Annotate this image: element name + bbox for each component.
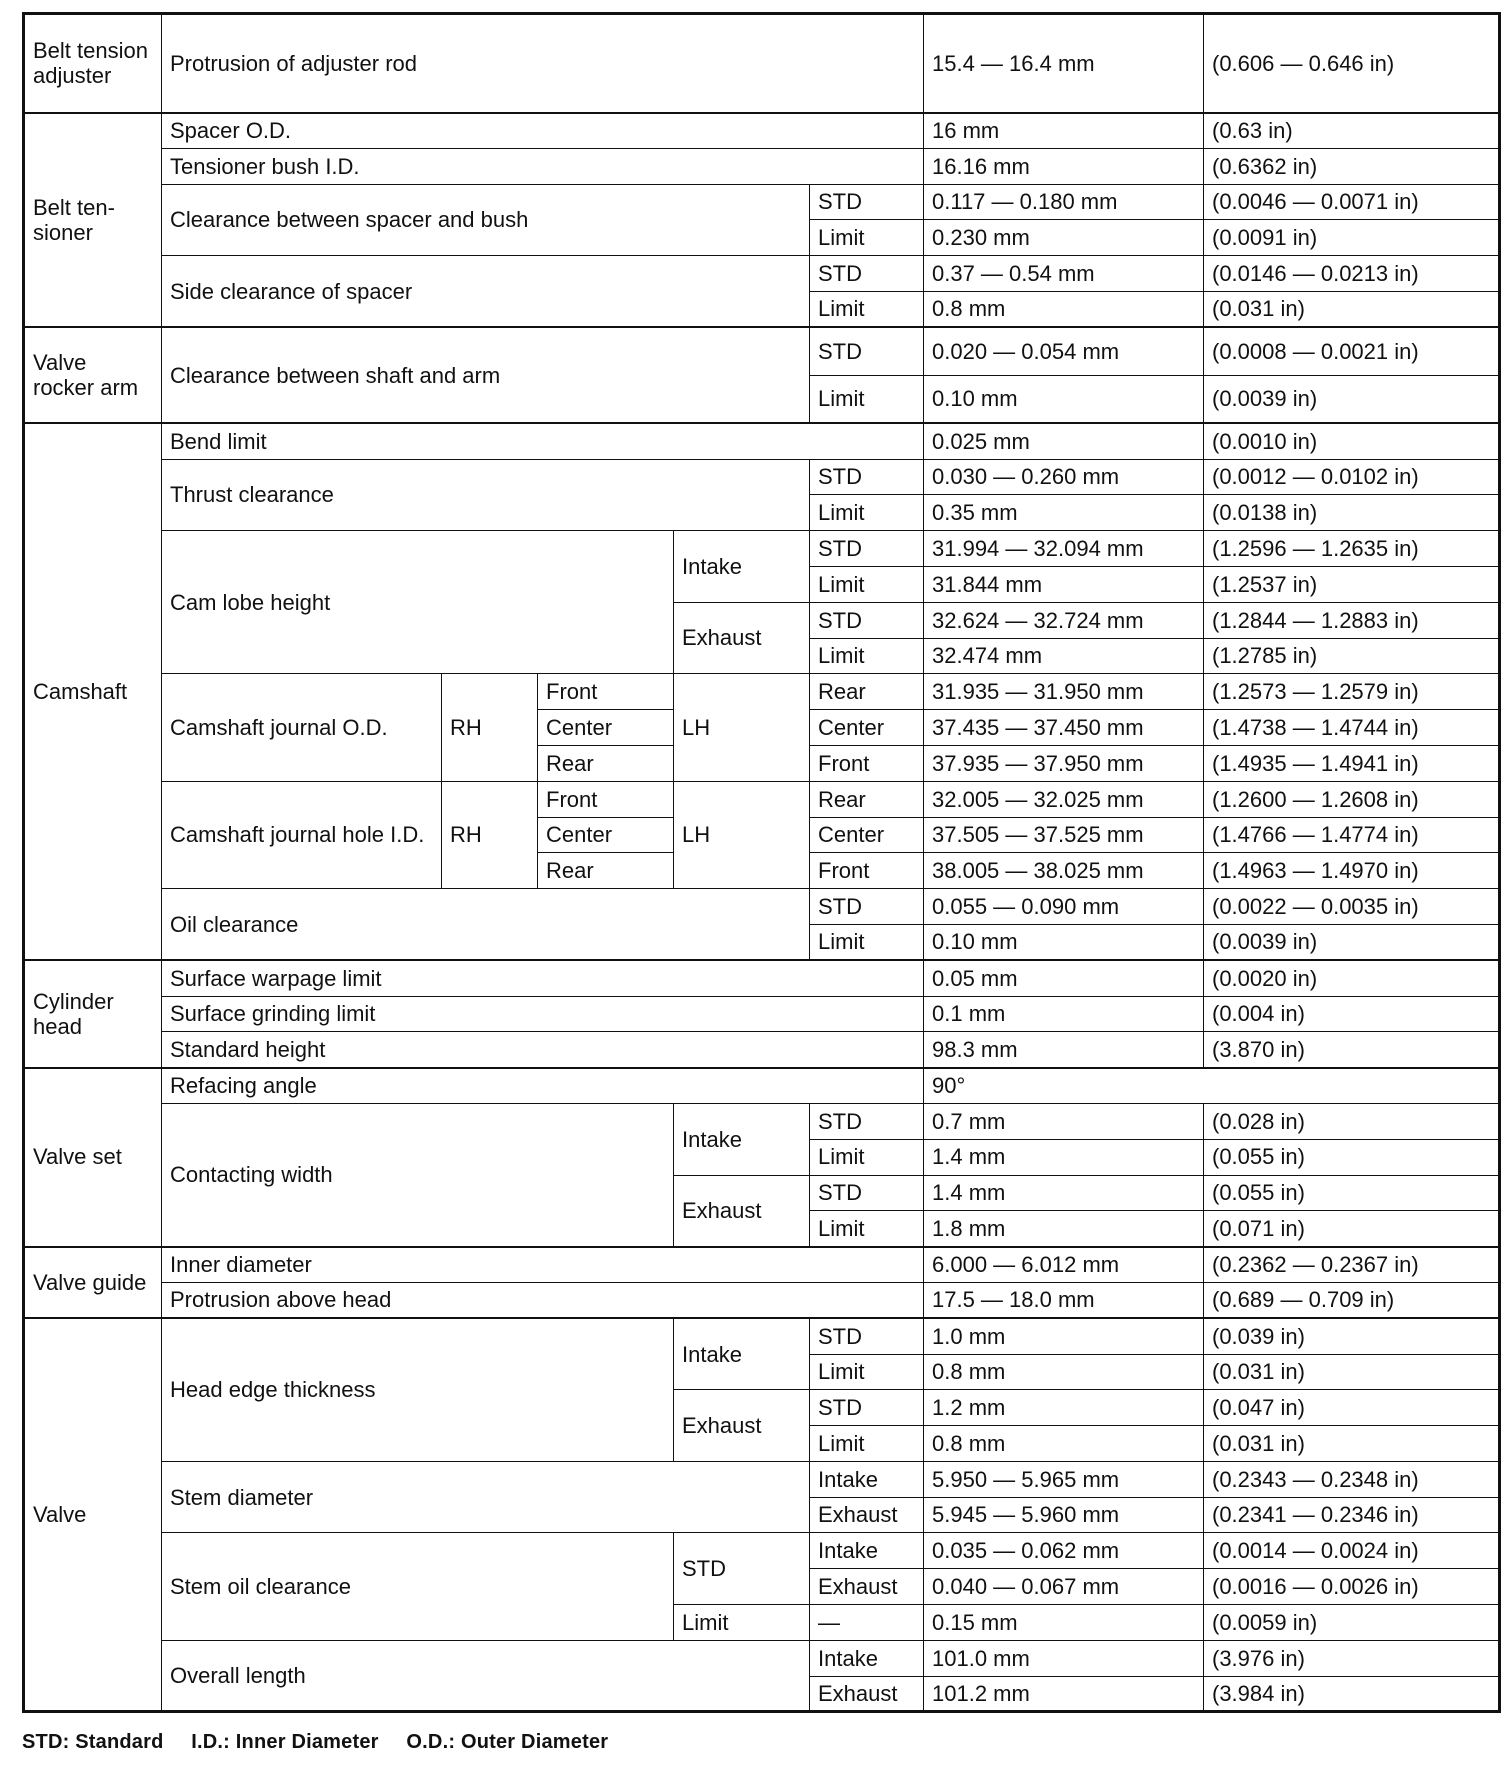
value-in: (0.0010 in) [1204,423,1500,459]
value-in: (1.2600 — 1.2608 in) [1204,781,1500,817]
value-in: (0.0014 — 0.0024 in) [1204,1533,1500,1569]
value-mm: 0.35 mm [924,495,1204,531]
value-in: (0.689 — 0.709 in) [1204,1282,1500,1318]
valve-type: Exhaust [810,1676,924,1712]
valve-type: Exhaust [674,1390,810,1462]
spec-type: STD [810,459,924,495]
value-mm: 0.7 mm [924,1103,1204,1139]
value-mm: 31.844 mm [924,566,1204,602]
table-row [24,1032,1500,1068]
spec-type: Limit [810,566,924,602]
value-in: (0.031 in) [1204,1426,1500,1462]
spec-type: STD [810,1390,924,1426]
value-in: (0.0022 — 0.0035 in) [1204,889,1500,925]
table-row [24,423,1500,459]
position-label: Center [810,817,924,853]
value-mm: 38.005 — 38.025 mm [924,853,1204,889]
valve-type: Exhaust [810,1569,924,1605]
value-mm: 1.2 mm [924,1390,1204,1426]
spec-type: Limit [810,495,924,531]
value-mm: 0.10 mm [924,375,1204,423]
value-mm: 90° [924,1068,1500,1104]
item-label: Spacer O.D. [162,113,924,149]
value-mm: 6.000 — 6.012 mm [924,1247,1204,1283]
value-in: (0.055 in) [1204,1175,1500,1211]
value-mm: 0.117 — 0.180 mm [924,184,1204,220]
position-label: Front [810,853,924,889]
item-label: Stem oil clearance [162,1533,674,1640]
group-label: Camshaft [24,423,162,960]
group-label: Valve [24,1318,162,1712]
item-label: Tensioner bush I.D. [162,148,924,184]
table-row [24,1103,1500,1139]
table-row [24,14,1500,113]
value-in: (0.0046 — 0.0071 in) [1204,184,1500,220]
valve-type: Intake [810,1640,924,1676]
value-in: (1.2537 in) [1204,566,1500,602]
item-label: Oil clearance [162,889,810,961]
position-label: Front [810,745,924,781]
valve-type: Intake [674,1318,810,1390]
value-mm: 32.005 — 32.025 mm [924,781,1204,817]
spec-type: Exhaust [810,1497,924,1533]
value-in: (0.63 in) [1204,113,1500,149]
side-label: LH [674,781,810,888]
item-label: Clearance between shaft and arm [162,327,810,423]
value-in: (0.0020 in) [1204,960,1500,996]
value-mm: 0.8 mm [924,1354,1204,1390]
value-in: (0.047 in) [1204,1390,1500,1426]
value-mm: 16 mm [924,113,1204,149]
spec-type: STD [810,1175,924,1211]
value-mm: 0.035 — 0.062 mm [924,1533,1204,1569]
position-label: Center [538,710,674,746]
item-label: Surface grinding limit [162,996,924,1032]
value-mm: 1.4 mm [924,1175,1204,1211]
position-label: Front [538,674,674,710]
value-in: (3.976 in) [1204,1640,1500,1676]
value-in: (1.2596 — 1.2635 in) [1204,531,1500,567]
value-in: (1.2785 in) [1204,638,1500,674]
value-mm: 0.025 mm [924,423,1204,459]
value-mm: 0.8 mm [924,291,1204,327]
group-label: Valve rocker arm [24,327,162,423]
value-in: (0.606 — 0.646 in) [1204,14,1500,113]
valve-type: Exhaust [674,602,810,674]
group-label: Valve set [24,1068,162,1247]
value-in: (0.039 in) [1204,1318,1500,1354]
item-label: Cam lobe height [162,531,674,674]
spec-type: STD [674,1533,810,1605]
value-in: (0.2341 — 0.2346 in) [1204,1497,1500,1533]
item-label: Refacing angle [162,1068,924,1104]
value-mm: 37.435 — 37.450 mm [924,710,1204,746]
position-label: Rear [810,674,924,710]
item-label: Protrusion of adjuster rod [162,14,924,113]
value-mm: 1.0 mm [924,1318,1204,1354]
value-mm: 101.2 mm [924,1676,1204,1712]
item-label: Camshaft journal O.D. [162,674,442,781]
table-row [24,531,1500,567]
item-label: Bend limit [162,423,924,459]
table-row [24,1461,1500,1497]
value-mm: 0.040 — 0.067 mm [924,1569,1204,1605]
spec-type: Limit [810,1211,924,1247]
spec-type: Limit [810,291,924,327]
position-label: Center [810,710,924,746]
valve-type: Intake [810,1533,924,1569]
value-mm: 0.15 mm [924,1605,1204,1641]
value-in: (0.6362 in) [1204,148,1500,184]
table-row [24,1318,1500,1354]
value-mm: 0.230 mm [924,220,1204,256]
value-mm: 0.030 — 0.260 mm [924,459,1204,495]
value-mm: 0.8 mm [924,1426,1204,1462]
valve-type: Intake [674,1103,810,1175]
item-label: Camshaft journal hole I.D. [162,781,442,888]
value-mm: 0.10 mm [924,924,1204,960]
valve-type: Intake [674,531,810,603]
value-mm: 31.994 — 32.094 mm [924,531,1204,567]
value-in: (0.2362 — 0.2367 in) [1204,1247,1500,1283]
item-label: Side clearance of spacer [162,256,810,328]
value-in: (0.2343 — 0.2348 in) [1204,1461,1500,1497]
item-label: Stem diameter [162,1461,810,1533]
table-row [24,1068,1500,1104]
value-mm: 15.4 — 16.4 mm [924,14,1204,113]
value-mm: 32.624 — 32.724 mm [924,602,1204,638]
group-label: Valve guide [24,1247,162,1319]
value-mm: 1.8 mm [924,1211,1204,1247]
value-in: (0.004 in) [1204,996,1500,1032]
value-in: (0.071 in) [1204,1211,1500,1247]
value-mm: 0.1 mm [924,996,1204,1032]
value-in: (1.4766 — 1.4774 in) [1204,817,1500,853]
spec-type: Limit [810,375,924,423]
table-row [24,327,1500,375]
value-in: (0.0016 — 0.0026 in) [1204,1569,1500,1605]
value-mm: 0.020 — 0.054 mm [924,327,1204,375]
table-row [24,1533,1500,1569]
item-label: Standard height [162,1032,924,1068]
spec-type: STD [810,1318,924,1354]
value-mm: 0.37 — 0.54 mm [924,256,1204,292]
value-in: (0.031 in) [1204,291,1500,327]
side-label: LH [674,674,810,781]
table-row [24,184,1500,220]
spec-type: Limit [674,1605,810,1641]
value-mm: 1.4 mm [924,1139,1204,1175]
table-row [24,1282,1500,1318]
spec-type: STD [810,1103,924,1139]
spec-type: Limit [810,1139,924,1175]
value-in: (0.055 in) [1204,1139,1500,1175]
value-mm: 16.16 mm [924,148,1204,184]
value-in: (3.984 in) [1204,1676,1500,1712]
spec-type: STD [810,531,924,567]
value-mm: 17.5 — 18.0 mm [924,1282,1204,1318]
value-in: (1.4963 — 1.4970 in) [1204,853,1500,889]
spec-type: STD [810,889,924,925]
item-label: Overall length [162,1640,810,1712]
group-label: Belt ten- sioner [24,113,162,328]
item-label: Thrust clearance [162,459,810,531]
item-label: Clearance between spacer and bush [162,184,810,256]
group-label: Belt tension adjuster [24,14,162,113]
value-in: (0.0146 — 0.0213 in) [1204,256,1500,292]
spec-type: STD [810,327,924,375]
item-label: Inner diameter [162,1247,924,1283]
position-label: Center [538,817,674,853]
value-mm: 37.935 — 37.950 mm [924,745,1204,781]
value-mm: 101.0 mm [924,1640,1204,1676]
value-mm: 31.935 — 31.950 mm [924,674,1204,710]
spec-type: Limit [810,1426,924,1462]
value-in: (3.870 in) [1204,1032,1500,1068]
value-in: (0.0039 in) [1204,924,1500,960]
table-row [24,960,1500,996]
valve-type: — [810,1605,924,1641]
spec-type: Limit [810,1354,924,1390]
value-in: (0.0091 in) [1204,220,1500,256]
position-label: Front [538,781,674,817]
value-mm: 0.05 mm [924,960,1204,996]
item-label: Surface warpage limit [162,960,924,996]
position-label: Rear [538,853,674,889]
spec-type: Limit [810,638,924,674]
spec-type: Limit [810,924,924,960]
value-in: (1.4935 — 1.4941 in) [1204,745,1500,781]
table-row [24,459,1500,495]
table-row [24,113,1500,149]
position-label: Rear [810,781,924,817]
position-label: Rear [538,745,674,781]
footnote [22,1731,630,1754]
table-row [24,889,1500,925]
value-mm: 5.950 — 5.965 mm [924,1461,1204,1497]
value-in: (1.2844 — 1.2883 in) [1204,602,1500,638]
group-label: Cylinder head [24,960,162,1067]
value-in: (0.031 in) [1204,1354,1500,1390]
spec-type: Limit [810,220,924,256]
item-label: Contacting width [162,1103,674,1246]
footnote-od: O.D.: Outer Diameter [406,1731,609,1753]
value-in: (0.0012 — 0.0102 in) [1204,459,1500,495]
value-in: (0.0008 — 0.0021 in) [1204,327,1500,375]
spec-type: Intake [810,1461,924,1497]
side-label: RH [442,781,538,888]
table-row [24,148,1500,184]
value-in: (0.0059 in) [1204,1605,1500,1641]
value-in: (0.0039 in) [1204,375,1500,423]
footnote-id: I.D.: Inner Diameter [191,1731,379,1753]
spec-type: STD [810,184,924,220]
table-row [24,1640,1500,1676]
value-mm: 5.945 — 5.960 mm [924,1497,1204,1533]
value-in: (1.4738 — 1.4744 in) [1204,710,1500,746]
value-mm: 37.505 — 37.525 mm [924,817,1204,853]
table-row [24,674,1500,710]
value-mm: 0.055 — 0.090 mm [924,889,1204,925]
value-in: (0.0138 in) [1204,495,1500,531]
item-label: Head edge thickness [162,1318,674,1461]
table-row [24,1247,1500,1283]
spec-type: STD [810,256,924,292]
item-label: Protrusion above head [162,1282,924,1318]
valve-type: Exhaust [674,1175,810,1247]
value-mm: 32.474 mm [924,638,1204,674]
side-label: RH [442,674,538,781]
table-row [24,781,1500,817]
table-row [24,996,1500,1032]
spec-table [22,12,1501,1713]
footnote-std: STD: Standard [22,1731,164,1753]
value-in: (1.2573 — 1.2579 in) [1204,674,1500,710]
table-row [24,256,1500,292]
value-mm: 98.3 mm [924,1032,1204,1068]
spec-type: STD [810,602,924,638]
value-in: (0.028 in) [1204,1103,1500,1139]
